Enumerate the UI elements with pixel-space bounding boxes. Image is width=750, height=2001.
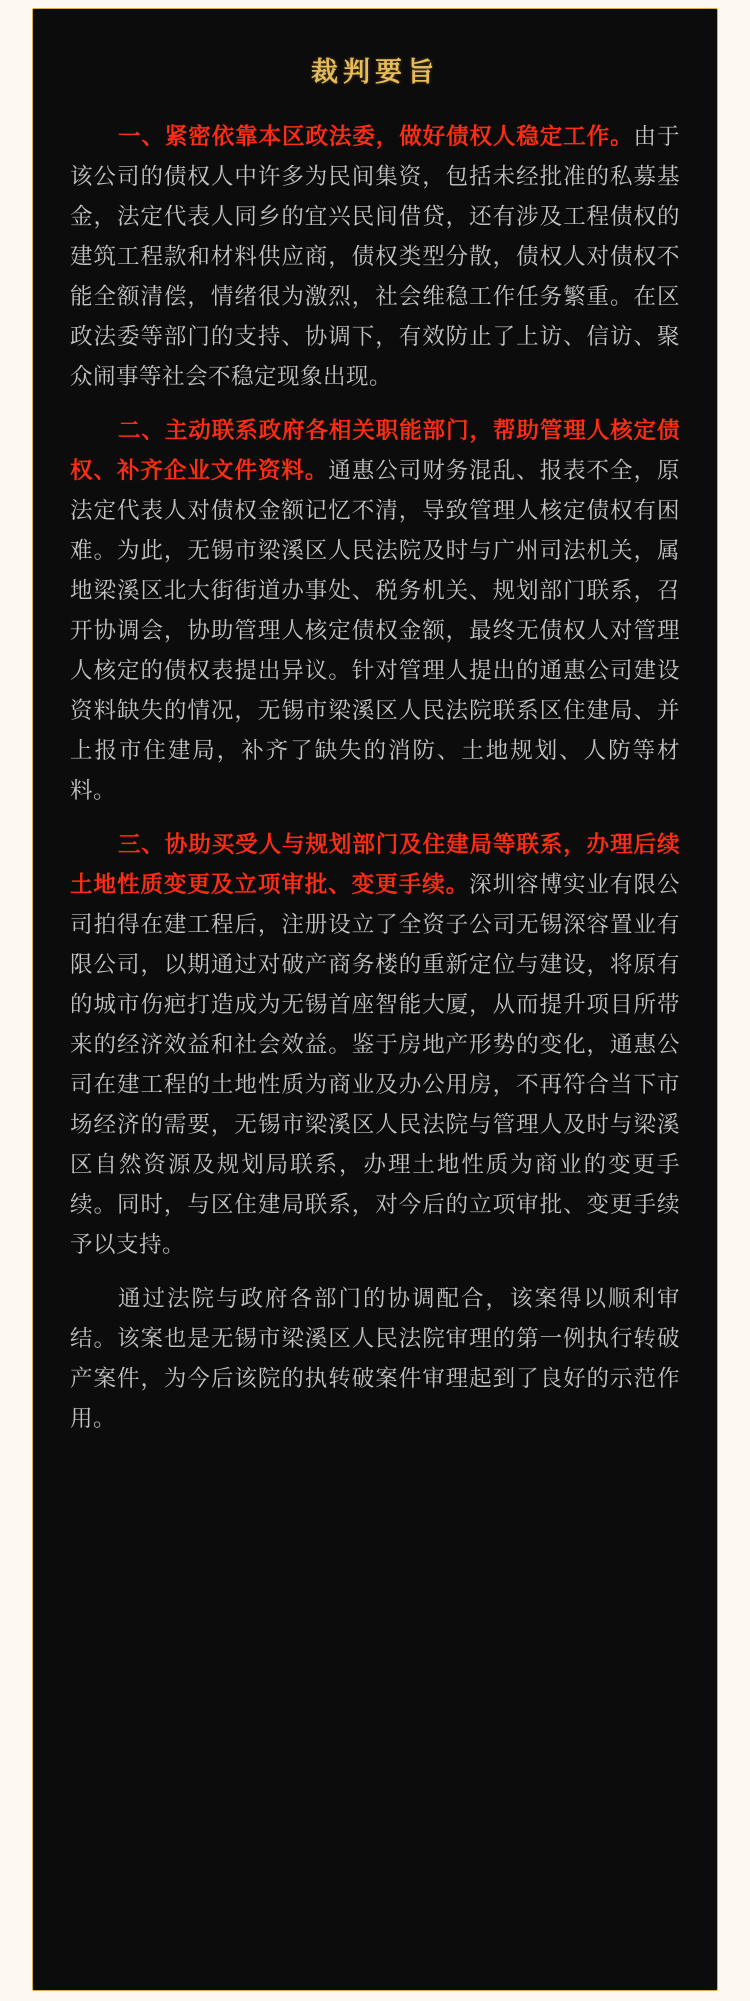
ruling-summary-card	[36, 12, 714, 1987]
paragraph-1	[70, 117, 680, 397]
paragraph-1-body: 由于该公司的债权人中许多为民间集资，包括未经批准的私募基金，法定代表人同乡的宜兴民间借贷，还有涉及工程债权的建筑工程款和材料供应商，债权类型分散，债权人对债权不能全额清偿，情绪很为激烈，社会维稳工作任务繁重。在区政法委等部门的支持、协调下，有效防止了上访、信访、聚众闹事等社会不稳定现象出现。	[70, 124, 680, 390]
paragraph-3-highlight: 三、协助买受人与规划部门及住建局等联系，办理后续土地性质变更及立项审批、变更手续。	[70, 832, 680, 898]
paragraph-2-highlight: 二、主动联系政府各相关职能部门，帮助管理人核定债权、补齐企业文件资料。	[70, 418, 680, 484]
paragraph-4-body: 通过法院与政府各部门的协调配合，该案得以顺利审结。该案也是无锡市梁溪区人民法院审理的第一例执行转破产案件，为今后该院的执转破案件审理起到了良好的示范作用。	[70, 1286, 680, 1432]
paragraph-1-highlight: 一、紧密依靠本区政法委，做好债权人稳定工作。	[118, 124, 634, 150]
paragraph-4	[70, 1279, 680, 1439]
paragraph-3	[70, 825, 680, 1265]
paragraph-2	[70, 411, 680, 811]
gold-border	[32, 8, 718, 1991]
paragraph-2-body: 通惠公司财务混乱、报表不全，原法定代表人对债权金额记忆不清，导致管理人核定债权有困难。为此，无锡市梁溪区人民法院及时与广州司法机关，属地梁溪区北大街街道办事处、税务机关、规划部门联系，召开协调会，协助管理人核定债权金额，最终无债权人对管理人核定的债权表提出异议。针对管理人提出的通惠公司建设资料缺失的情况，无锡市梁溪区人民法院联系区住建局、并上报市住建局，补齐了缺失的消防、土地规划、人防等材料。	[70, 458, 680, 804]
page-title: 裁判要旨	[311, 57, 439, 87]
paragraph-3-body: 深圳容博实业有限公司拍得在建工程后，注册设立了全资子公司无锡深容置业有限公司，以期通过对破产商务楼的重新定位与建设，将原有的城市伤疤打造成为无锡首座智能大厦，从而提升项目所带来的经济效益和社会效益。鉴于房地产形势的变化，通惠公司在建工程的土地性质为商业及办公用房，不再符合当下市场经济的需要，无锡市梁溪区人民法院与管理人及时与梁溪区自然资源及规划局联系，办理土地性质为商业的变更手续。同时，与区住建局联系，对今后的立项审批、变更手续予以支持。	[70, 872, 680, 1258]
